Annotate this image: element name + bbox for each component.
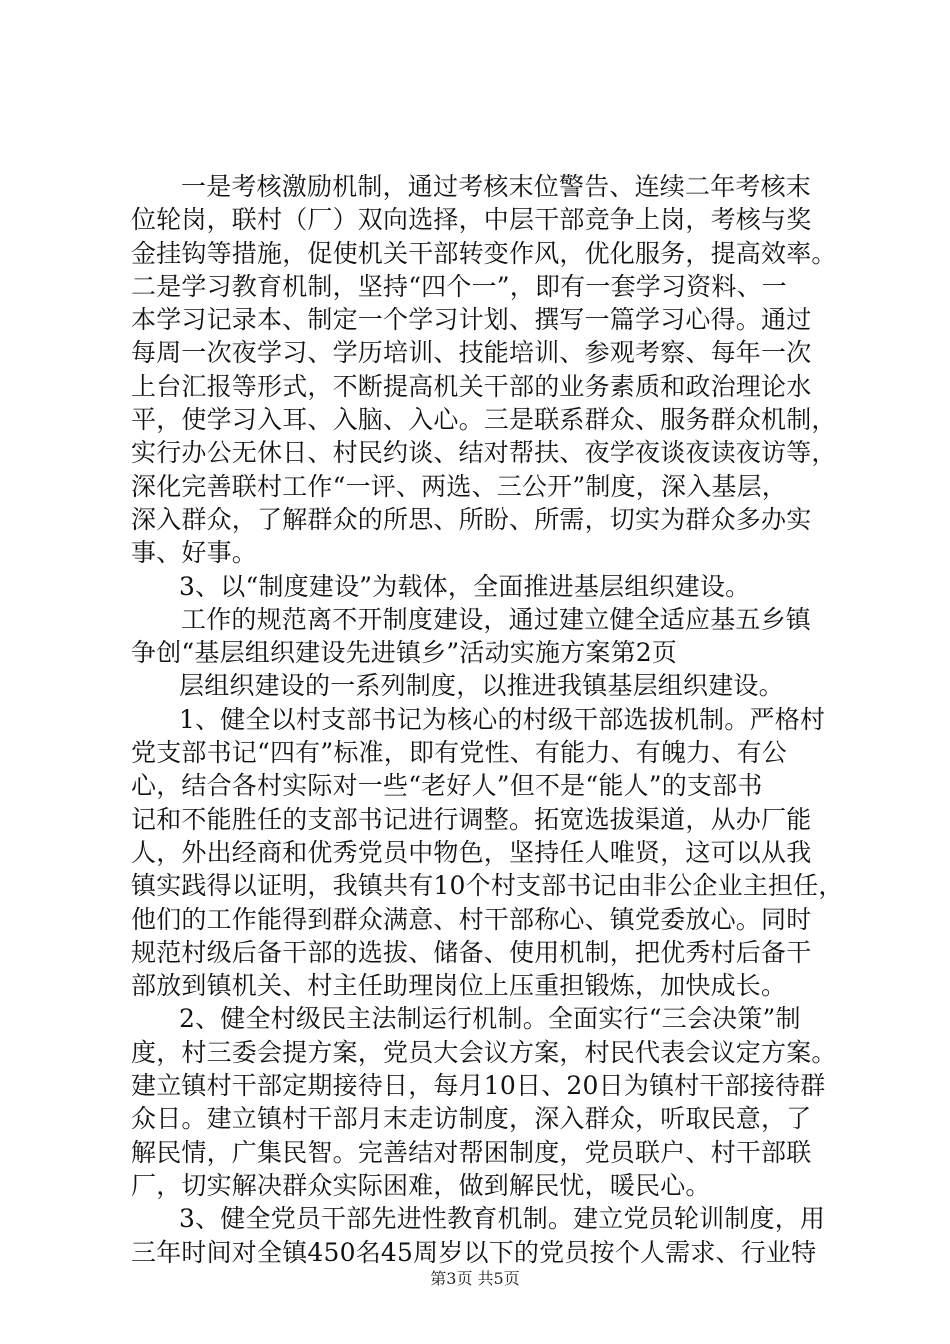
text-line: 一是考核激励机制，通过考核末位警告、连续二年考核末 [181,172,812,201]
text-line: 深入群众，了解群众的所思、所盼、所需，切实为群众多办实 [131,504,812,534]
text-line: 心，结合各村实际对一些“老好人”但不是“能人”的支部书 [131,771,763,801]
text-line: 工作的规范离不开制度建设，通过建立健全适应基五乡镇 [181,604,812,634]
text-line: 1、健全以村支部书记为核心的村级干部选拔机制。严格村 [179,704,826,734]
text-line: 他们的工作能得到群众满意、村干部称心、镇党委放心。同时 [131,904,812,934]
text-line: 二是学习教育机制，坚持“四个一”，即有一套学习资料、一 [131,271,787,301]
text-line: 事、好事。 [131,538,258,568]
text-line: 2、健全村级民主法制运行机制。全面实行“三会决策”制 [179,1004,801,1034]
text-line: 三年时间对全镇450名45周岁以下的党员按个人需求、行业特 [131,1237,817,1267]
text-line: 层组织建设的一系列制度，以推进我镇基层组织建设。 [179,671,784,701]
text-line: 争创“基层组织建设先进镇乡”活动实施方案第2页 [131,638,678,668]
text-line: 度，村三委会提方案，党员大会议方案，村民代表会议定方案。 [131,1037,837,1067]
text-line: 镇实践得以证明，我镇共有10个村支部书记由非公企业主担任， [131,871,844,901]
text-line: 金挂钩等措施，促使机关干部转变作风，优化服务，提高效率。 [131,238,837,268]
text-line: 平，使学习入耳、入脑、入心。三是联系群众、服务群众机制， [131,405,837,435]
text-line: 部放到镇机关、村主任助理岗位上压重担锻炼，加快成长。 [131,971,787,1001]
page-number-footer: 第3页 共5页 [430,1269,520,1288]
text-line: 众日。建立镇村干部月末走访制度，深入群众，听取民意，了 [131,1104,812,1134]
text-line: 建立镇村干部定期接待日，每月10日、20日为镇村干部接待群 [131,1071,826,1101]
section-heading: 3、以“制度建设”为载体，全面推进基层组织建设。 [179,571,751,601]
text-line: 每周一次夜学习、学历培训、技能培训、参观考察、每年一次 [131,338,812,368]
text-line: 厂，切实解决群众实际困难，做到解民忧，暖民心。 [131,1170,711,1200]
text-line: 实行办公无休日、村民约谈、结对帮扶、夜学夜谈夜读夜访等， [131,438,837,468]
text-line: 位轮岗，联村（厂）双向选择，中层干部竞争上岗，考核与奖 [131,205,812,235]
document-body [131,170,844,1269]
text-line: 人，外出经商和优秀党员中物色，坚持任人唯贤，这可以从我 [131,837,812,867]
text-line: 深化完善联村工作“一评、两选、三公开”制度，深入基层， [131,471,787,501]
text-line: 3、健全党员干部先进性教育机制。建立党员轮训制度，用 [179,1204,826,1234]
text-line: 党支部书记“四有”标准，即有党性、有能力、有魄力、有公 [131,738,787,768]
text-line: 记和不能胜任的支部书记进行调整。拓宽选拔渠道，从办厂能 [131,804,812,834]
text-line: 本学习记录本、制定一个学习计划、撰写一篇学习心得。通过 [131,305,812,335]
text-line: 上台汇报等形式，不断提高机关干部的业务素质和政治理论水 [131,371,812,401]
text-line: 规范村级后备干部的选拔、储备、使用机制，把优秀村后备干 [131,937,812,967]
text-line: 解民情，广集民智。完善结对帮困制度，党员联户、村干部联 [131,1137,812,1167]
